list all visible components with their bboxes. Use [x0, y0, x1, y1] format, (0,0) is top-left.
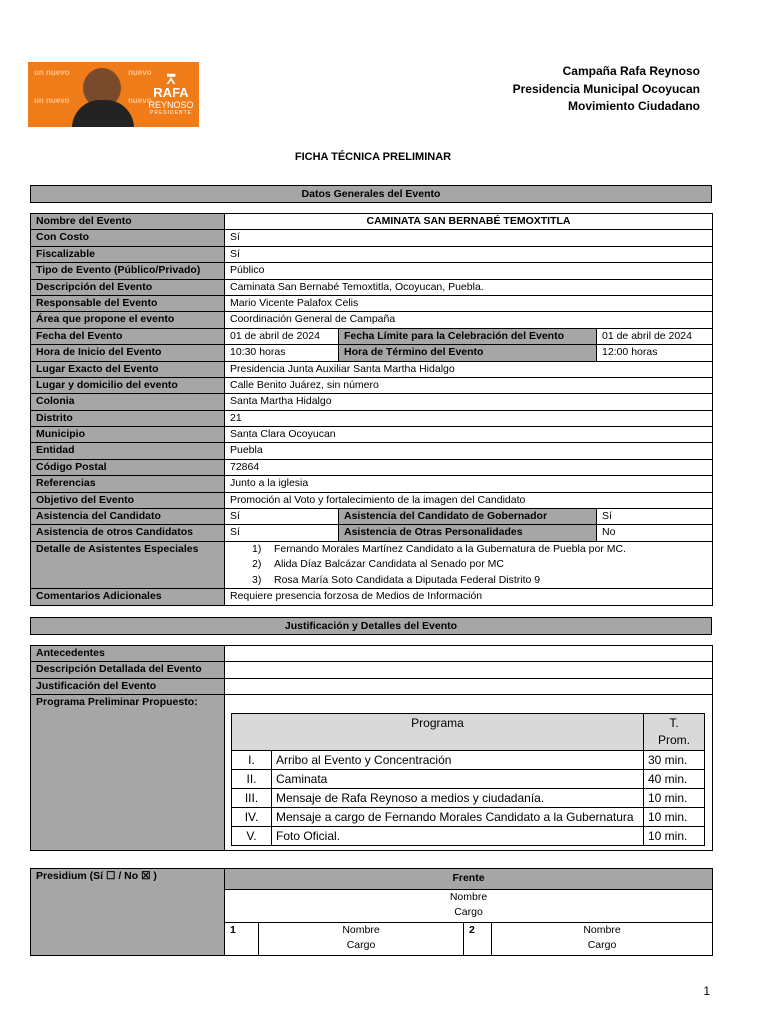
field-value: Sí: [225, 525, 339, 541]
candidate-photo-body: [72, 100, 134, 127]
program-time: 10 min.: [644, 789, 705, 808]
table-row: [31, 345, 713, 361]
field-label: Hora de Término del Evento: [339, 345, 597, 361]
field-value: [225, 678, 713, 694]
field-label: Tipo de Evento (Público/Privado): [31, 263, 225, 279]
field-label: Nombre del Evento: [31, 214, 225, 230]
field-label: Fecha Límite para la Celebración del Evento: [339, 328, 597, 344]
program-time: 40 min.: [644, 770, 705, 789]
program-number: V.: [232, 827, 272, 846]
field-label: Objetivo del Evento: [31, 492, 225, 508]
program-activity: Foto Oficial.: [272, 827, 644, 846]
field-value: Santa Clara Ocoyucan: [225, 427, 713, 443]
field-value: 21: [225, 410, 713, 426]
program-header-row: [232, 714, 705, 751]
table-row: [31, 410, 713, 426]
program-time: 30 min.: [644, 751, 705, 770]
field-label: Justificación del Evento: [31, 678, 225, 694]
logo-pattern-text: un nuevo: [34, 68, 70, 77]
seat-name: Nombre: [342, 924, 380, 937]
program-activity: Mensaje a cargo de Fernando Morales Candidato a la Gubernatura: [272, 808, 644, 827]
table-row: [31, 459, 713, 475]
table-row: [31, 443, 713, 459]
field-value: Sí: [597, 509, 713, 525]
field-value: Sí: [225, 246, 713, 262]
field-label: Fiscalizable: [31, 246, 225, 262]
field-label: Programa Preliminar Propuesto:: [31, 695, 225, 851]
table-row: [232, 770, 705, 789]
table-row: [31, 589, 713, 605]
table-row: [31, 646, 713, 662]
field-value: Público: [225, 263, 713, 279]
campaign-logo: [28, 62, 199, 127]
special-attendees-cell: [225, 541, 713, 589]
program-activity: Caminata: [272, 770, 644, 789]
field-label: Código Postal: [31, 459, 225, 475]
field-label: Hora de Inicio del Evento: [31, 345, 225, 361]
general-data-table: [30, 213, 713, 606]
seat-role: Cargo: [346, 939, 376, 952]
field-value: 72864: [225, 459, 713, 475]
field-label: Lugar Exacto del Evento: [31, 361, 225, 377]
field-label: Asistencia del Candidato de Gobernador: [339, 509, 597, 525]
list-number: 2): [252, 558, 262, 571]
program-time: 10 min.: [644, 827, 705, 846]
field-value: [225, 662, 713, 678]
table-row: [232, 789, 705, 808]
table-row: [31, 279, 713, 295]
table-row: [31, 246, 713, 262]
table-row: [31, 394, 713, 410]
field-value: Puebla: [225, 443, 713, 459]
field-label: Colonia: [31, 394, 225, 410]
table-row: [232, 808, 705, 827]
list-item: [230, 557, 707, 573]
presidium-label: Presidium (Sí ☐ / No ☒ ): [31, 869, 225, 956]
logo-pattern-text: nuevo: [128, 68, 152, 77]
header-line: Movimiento Ciudadano: [568, 99, 700, 113]
field-value: Mario Vicente Palafox Celis: [225, 295, 713, 311]
list-text: Rosa María Soto Candidata a Diputada Federal Distrito 9: [274, 573, 541, 586]
program-number: I.: [232, 751, 272, 770]
field-value: Requiere presencia forzosa de Medios de Información: [225, 589, 713, 605]
seat-1: [259, 923, 464, 956]
page-number: 1: [703, 984, 710, 998]
field-value: Promoción al Voto y fortalecimiento de la imagen del Candidato: [225, 492, 713, 508]
field-label: Antecedentes: [31, 646, 225, 662]
field-value: Caminata San Bernabé Temoxtitla, Ocoyucan, Puebla.: [225, 279, 713, 295]
logo-brand-tagline: PRESIDENTE: [150, 110, 192, 116]
special-attendees-list: [230, 542, 707, 589]
field-value: Calle Benito Juárez, sin número: [225, 377, 713, 393]
table-row: [31, 328, 713, 344]
program-col-header: Programa: [232, 714, 644, 751]
list-number: 3): [252, 573, 262, 586]
logo-brand-name: RAFA: [153, 85, 189, 100]
field-label: Responsable del Evento: [31, 295, 225, 311]
logo-brand: [146, 72, 196, 116]
program-number: IV.: [232, 808, 272, 827]
field-label: Asistencia de otros Candidatos: [31, 525, 225, 541]
field-value: 12:00 horas: [597, 345, 713, 361]
program-number: II.: [232, 770, 272, 789]
logo-pattern-text: nuevo: [128, 96, 152, 105]
seat-role: Cargo: [587, 939, 617, 952]
seat-number: 2: [464, 923, 492, 956]
table-row: [31, 312, 713, 328]
field-value: 01 de abril de 2024: [225, 328, 339, 344]
seat-2: [492, 923, 713, 956]
field-label: Descripción del Evento: [31, 279, 225, 295]
table-row: [31, 476, 713, 492]
program-number: III.: [232, 789, 272, 808]
field-value: Presidencia Junta Auxiliar Santa Martha Hidalgo: [225, 361, 713, 377]
table-row: [31, 377, 713, 393]
document-header: [513, 63, 700, 116]
field-label: Fecha del Evento: [31, 328, 225, 344]
list-item: [230, 542, 707, 558]
field-value: Junto a la iglesia: [225, 476, 713, 492]
frente-seat: [225, 890, 713, 923]
document-title: FICHA TÉCNICA PRELIMINAR: [294, 151, 452, 163]
seat-number: 1: [225, 923, 259, 956]
field-label: Entidad: [31, 443, 225, 459]
table-row: [31, 662, 713, 678]
table-row: [31, 525, 713, 541]
table-row: [31, 509, 713, 525]
field-value: Sí: [225, 230, 713, 246]
table-row: [31, 541, 713, 589]
field-label: Comentarios Adicionales: [31, 589, 225, 605]
logo-brand-surname: REYNOSO: [148, 100, 194, 110]
list-item: [230, 573, 707, 589]
table-row: [31, 214, 713, 230]
field-label: Descripción Detallada del Evento: [31, 662, 225, 678]
field-label: Detalle de Asistentes Especiales: [31, 541, 225, 589]
field-value: [225, 646, 713, 662]
program-activity: Arribo al Evento y Concentración: [272, 751, 644, 770]
logo-mark-icon: ⩞: [166, 71, 176, 87]
seat-role: Cargo: [454, 906, 483, 919]
field-label: Distrito: [31, 410, 225, 426]
field-label: Área que propone el evento: [31, 312, 225, 328]
program-time: 10 min.: [644, 808, 705, 827]
table-row: [31, 230, 713, 246]
logo-pattern-text: un nuevo: [34, 96, 70, 105]
field-label: Asistencia de Otras Personalidades: [339, 525, 597, 541]
time-col-header-line: T.: [669, 716, 679, 730]
table-row: [31, 427, 713, 443]
field-value: 10:30 horas: [225, 345, 339, 361]
frente-header: Frente: [225, 869, 713, 890]
table-row: [232, 827, 705, 846]
field-value: Santa Martha Hidalgo: [225, 394, 713, 410]
time-col-header: [644, 714, 705, 751]
seat-name: Nombre: [583, 924, 621, 937]
field-label: Con Costo: [31, 230, 225, 246]
field-value: No: [597, 525, 713, 541]
table-row: [31, 295, 713, 311]
list-text: Fernando Morales Martínez Candidato a la Gubernatura de Puebla por MC.: [274, 542, 626, 555]
list-text: Alida Díaz Balcázar Candidata al Senado por MC: [274, 558, 504, 571]
event-name-value: CAMINATA SAN BERNABÉ TEMOXTITLA: [225, 214, 713, 230]
presidium-table: [30, 868, 713, 956]
table-row: [232, 751, 705, 770]
header-line: Presidencia Municipal Ocoyucan: [512, 81, 700, 96]
list-number: 1): [252, 542, 262, 555]
program-table: [231, 713, 705, 846]
time-col-header-line: Prom.: [657, 733, 690, 747]
field-label: Municipio: [31, 427, 225, 443]
table-row: [31, 361, 713, 377]
table-row: [31, 263, 713, 279]
field-label: Referencias: [31, 476, 225, 492]
field-label: Asistencia del Candidato: [31, 509, 225, 525]
field-value: 01 de abril de 2024: [597, 328, 713, 344]
section-header-justification: Justificación y Detalles del Evento: [30, 617, 712, 635]
table-row: [31, 678, 713, 694]
seat-name: Nombre: [449, 891, 488, 904]
table-row: [31, 492, 713, 508]
section-header-general: Datos Generales del Evento: [30, 185, 712, 203]
field-value: Coordinación General de Campaña: [225, 312, 713, 328]
table-row: [31, 869, 713, 890]
field-value: Sí: [225, 509, 339, 525]
program-activity: Mensaje de Rafa Reynoso a medios y ciudadanía.: [272, 789, 644, 808]
field-label: Lugar y domicilio del evento: [31, 377, 225, 393]
header-line: Campaña Rafa Reynoso: [562, 64, 700, 78]
